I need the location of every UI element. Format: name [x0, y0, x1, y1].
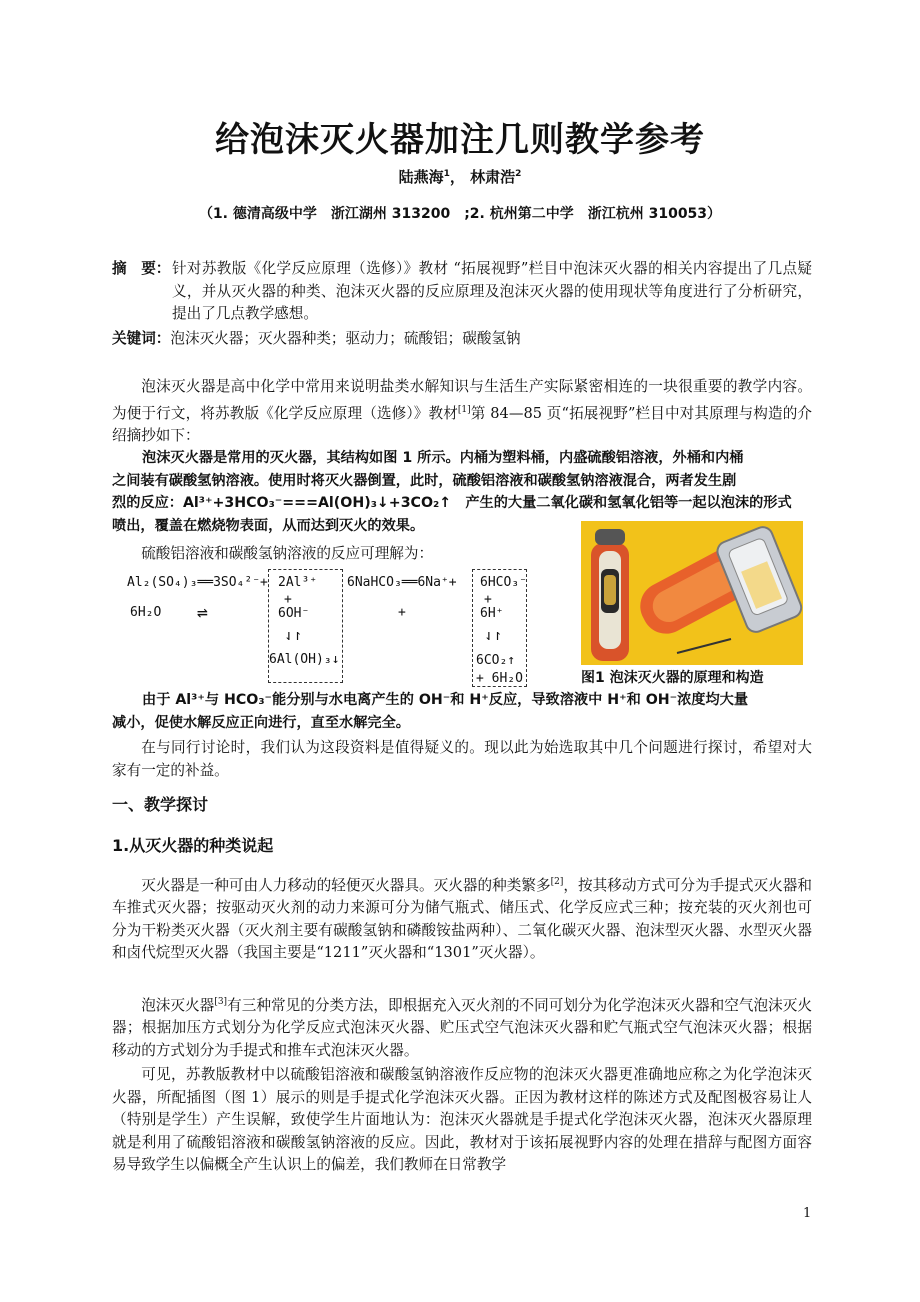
box1-arrows: ⇃↾ [284, 626, 303, 644]
author-1: 陆燕海 [398, 168, 444, 186]
author-2: 林肃浩 [470, 168, 516, 186]
authors [0, 166, 920, 187]
author-1-mark: 1 [443, 169, 450, 179]
box1-item: 6Al(OH)₃↓ [269, 652, 340, 667]
paragraph-intro [112, 376, 812, 447]
box2-arrows: ⇃↾ [484, 626, 503, 644]
keywords-text: 泡沫灭火器；灭火器种类；驱动力；硫酸铝；碳酸氢钠 [170, 330, 521, 347]
paragraph-intro-a: 泡沫灭火器是高中化学中常用来说明盐类水解知识与生活生产实际紧密相连的一块很重要的教学内容。为便于行文，将苏教版《化学反应原理（选修）》教材 [112, 378, 812, 422]
box2-item: 6HCO₃⁻ [480, 575, 527, 590]
paragraph-types-b: ，按其移动方式可分为手提式灭火器和车推式灭火器；按驱动灭火剂的动力来源可分为储气瓶式、储压式、化学反应式三种；按充装的灭火剂也可分为干粉类灭火器（灭火剂主要有碳酸氢钠和磷酸铵盐两种）、二氧化碳灭火器、泡沫型灭火器、水型灭火器和卤代烷型灭火器（我国主要是“1211”灭火器和“1301”灭火器）。 [112, 876, 812, 962]
equation-water: 6H₂O [130, 605, 162, 620]
box2-item: 6CO₂↑ [476, 653, 516, 668]
quoted-line: 泡沫灭火器是常用的灭火器，其结构如图 1 所示。内桶为塑料桶，内盛硫酸铝溶液，外桶和内桶 [142, 450, 744, 466]
box2-item: + [484, 592, 492, 607]
page-number: 1 [803, 1206, 812, 1221]
explanation-line: 由于 Al³⁺与 HCO₃⁻能分别与水电离产生的 OH⁻和 H⁺反应，导致溶液中 H⁺和 OH⁻浓度均大量 [142, 692, 749, 708]
paragraph-reaction-intro: 硫酸铝溶液和碳酸氢钠溶液的反应可理解为： [141, 545, 434, 562]
equation-left: Al₂(SO₄)₃══3SO₄²⁻+ [127, 575, 268, 590]
keywords-label: 关键词： [112, 330, 171, 347]
section-heading: 一、教学探讨 [112, 795, 209, 814]
paragraph-types [112, 871, 812, 965]
quoted-line: 之间装有碳酸氢钠溶液。使用时将灭火器倒置，此时，硫酸铝溶液和碳酸氢钠溶液混合，两者发生剧 [112, 472, 737, 489]
equilibrium-arrow: ⇌ [197, 602, 208, 623]
subsection-heading: 1.从灭火器的种类说起 [112, 836, 274, 855]
explanation-line: 减小，促使水解反应正向进行，直至水解完全。 [112, 714, 410, 731]
box2-item: 6H⁺ [480, 606, 504, 621]
author-sep: ， [449, 168, 465, 186]
quoted-line: 喷出，覆盖在燃烧物表面，从而达到灭火的效果。 [112, 517, 425, 534]
author-2-mark: 2 [515, 169, 522, 179]
paragraph-foam-types [112, 991, 812, 1062]
paragraph-types-a: 灭火器是一种可由人力移动的轻便灭火器具。灭火器的种类繁多 [141, 876, 551, 894]
extinguisher-illustration [581, 521, 803, 665]
box2-item: + 6H₂O [476, 671, 523, 686]
citation-3: [3] [214, 997, 228, 1007]
box1-item: + [284, 592, 292, 607]
keywords [112, 328, 521, 351]
paragraph-explanation [112, 689, 812, 734]
figure-extinguisher-image [581, 521, 803, 665]
page-title: 给泡沫灭火器加注几则教学参考 [215, 120, 705, 160]
abstract-label: 摘 要： [112, 260, 171, 277]
paragraph-discussion: 在与同行讨论时，我们认为这段资料是值得疑义的。现以此为始选取其中几个问题进行探讨，希望对大家有一定的补益。 [112, 739, 812, 779]
paragraph-conclusion: 可见，苏教版教材中以硫酸铝溶液和碳酸氢钠溶液作反应物的泡沫灭火器更准确地应称之为化学泡沫灭火器，所配插图（图 1）展示的则是手提式化学泡沫灭火器。正因为教材这样的陈述方式及配图极容易让人（特别是学生）产生误解，致使学生片面地认为：泡沫灭火器就是手提式化学泡沫灭火器，泡沫灭火器原理就是利用了硫酸铝溶液和碳酸氢钠溶液的反应。因此，教材对于该拓展视野内容的处理在措辞与配图方面容易导致学生以偏概全产生认识上的偏差，我们教师在日常教学 [112, 1066, 812, 1173]
equation-plus: + [398, 605, 406, 620]
equation-middle: 6NaHCO₃══6Na⁺+ [347, 575, 457, 590]
affiliation: （1. 德清高级中学 浙江湖州 313200 ;2. 杭州第二中学 浙江杭州 310053） [198, 206, 722, 222]
box1-item: 6OH⁻ [278, 606, 310, 621]
figure-caption: 图1 泡沫灭火器的原理和构造 [581, 670, 764, 686]
paragraph-foam-types-b: 有三种常见的分类方法，即根据充入灭火剂的不同可划分为化学泡沫灭火器和空气泡沫灭火器；根据加压方式划分为化学反应式泡沫灭火器、贮压式空气泡沫灭火器和贮气瓶式空气泡沫灭火器；根据移动的方式划分为手提式和推车式泡沫灭火器。 [112, 996, 812, 1059]
citation-1: [1] [457, 404, 471, 415]
paragraph-foam-types-a: 泡沫灭火器 [141, 996, 215, 1014]
quoted-line: 烈的反应：Al³⁺+3HCO₃⁻===Al(OH)₃↓+3CO₂↑ 产生的大量二氧化碳和氢氧化铝等一起以泡沫的形式 [112, 495, 792, 511]
paragraph-intro-b: 第 84—85 页“拓展视野”栏目中对其原理与构造的介绍摘抄如下： [112, 404, 813, 444]
citation-2: [2] [550, 877, 564, 887]
box1-item: 2Al³⁺ [278, 575, 318, 590]
abstract-text: 针对苏教版《化学反应原理（选修）》教材 “拓展视野”栏目中泡沫灭火器的相关内容提出了几点疑义，并从灭火器的种类、泡沫灭火器的反应原理及泡沫灭火器的使用现状等角度进行了分析研究，提出了几点教学感想。 [172, 260, 812, 322]
